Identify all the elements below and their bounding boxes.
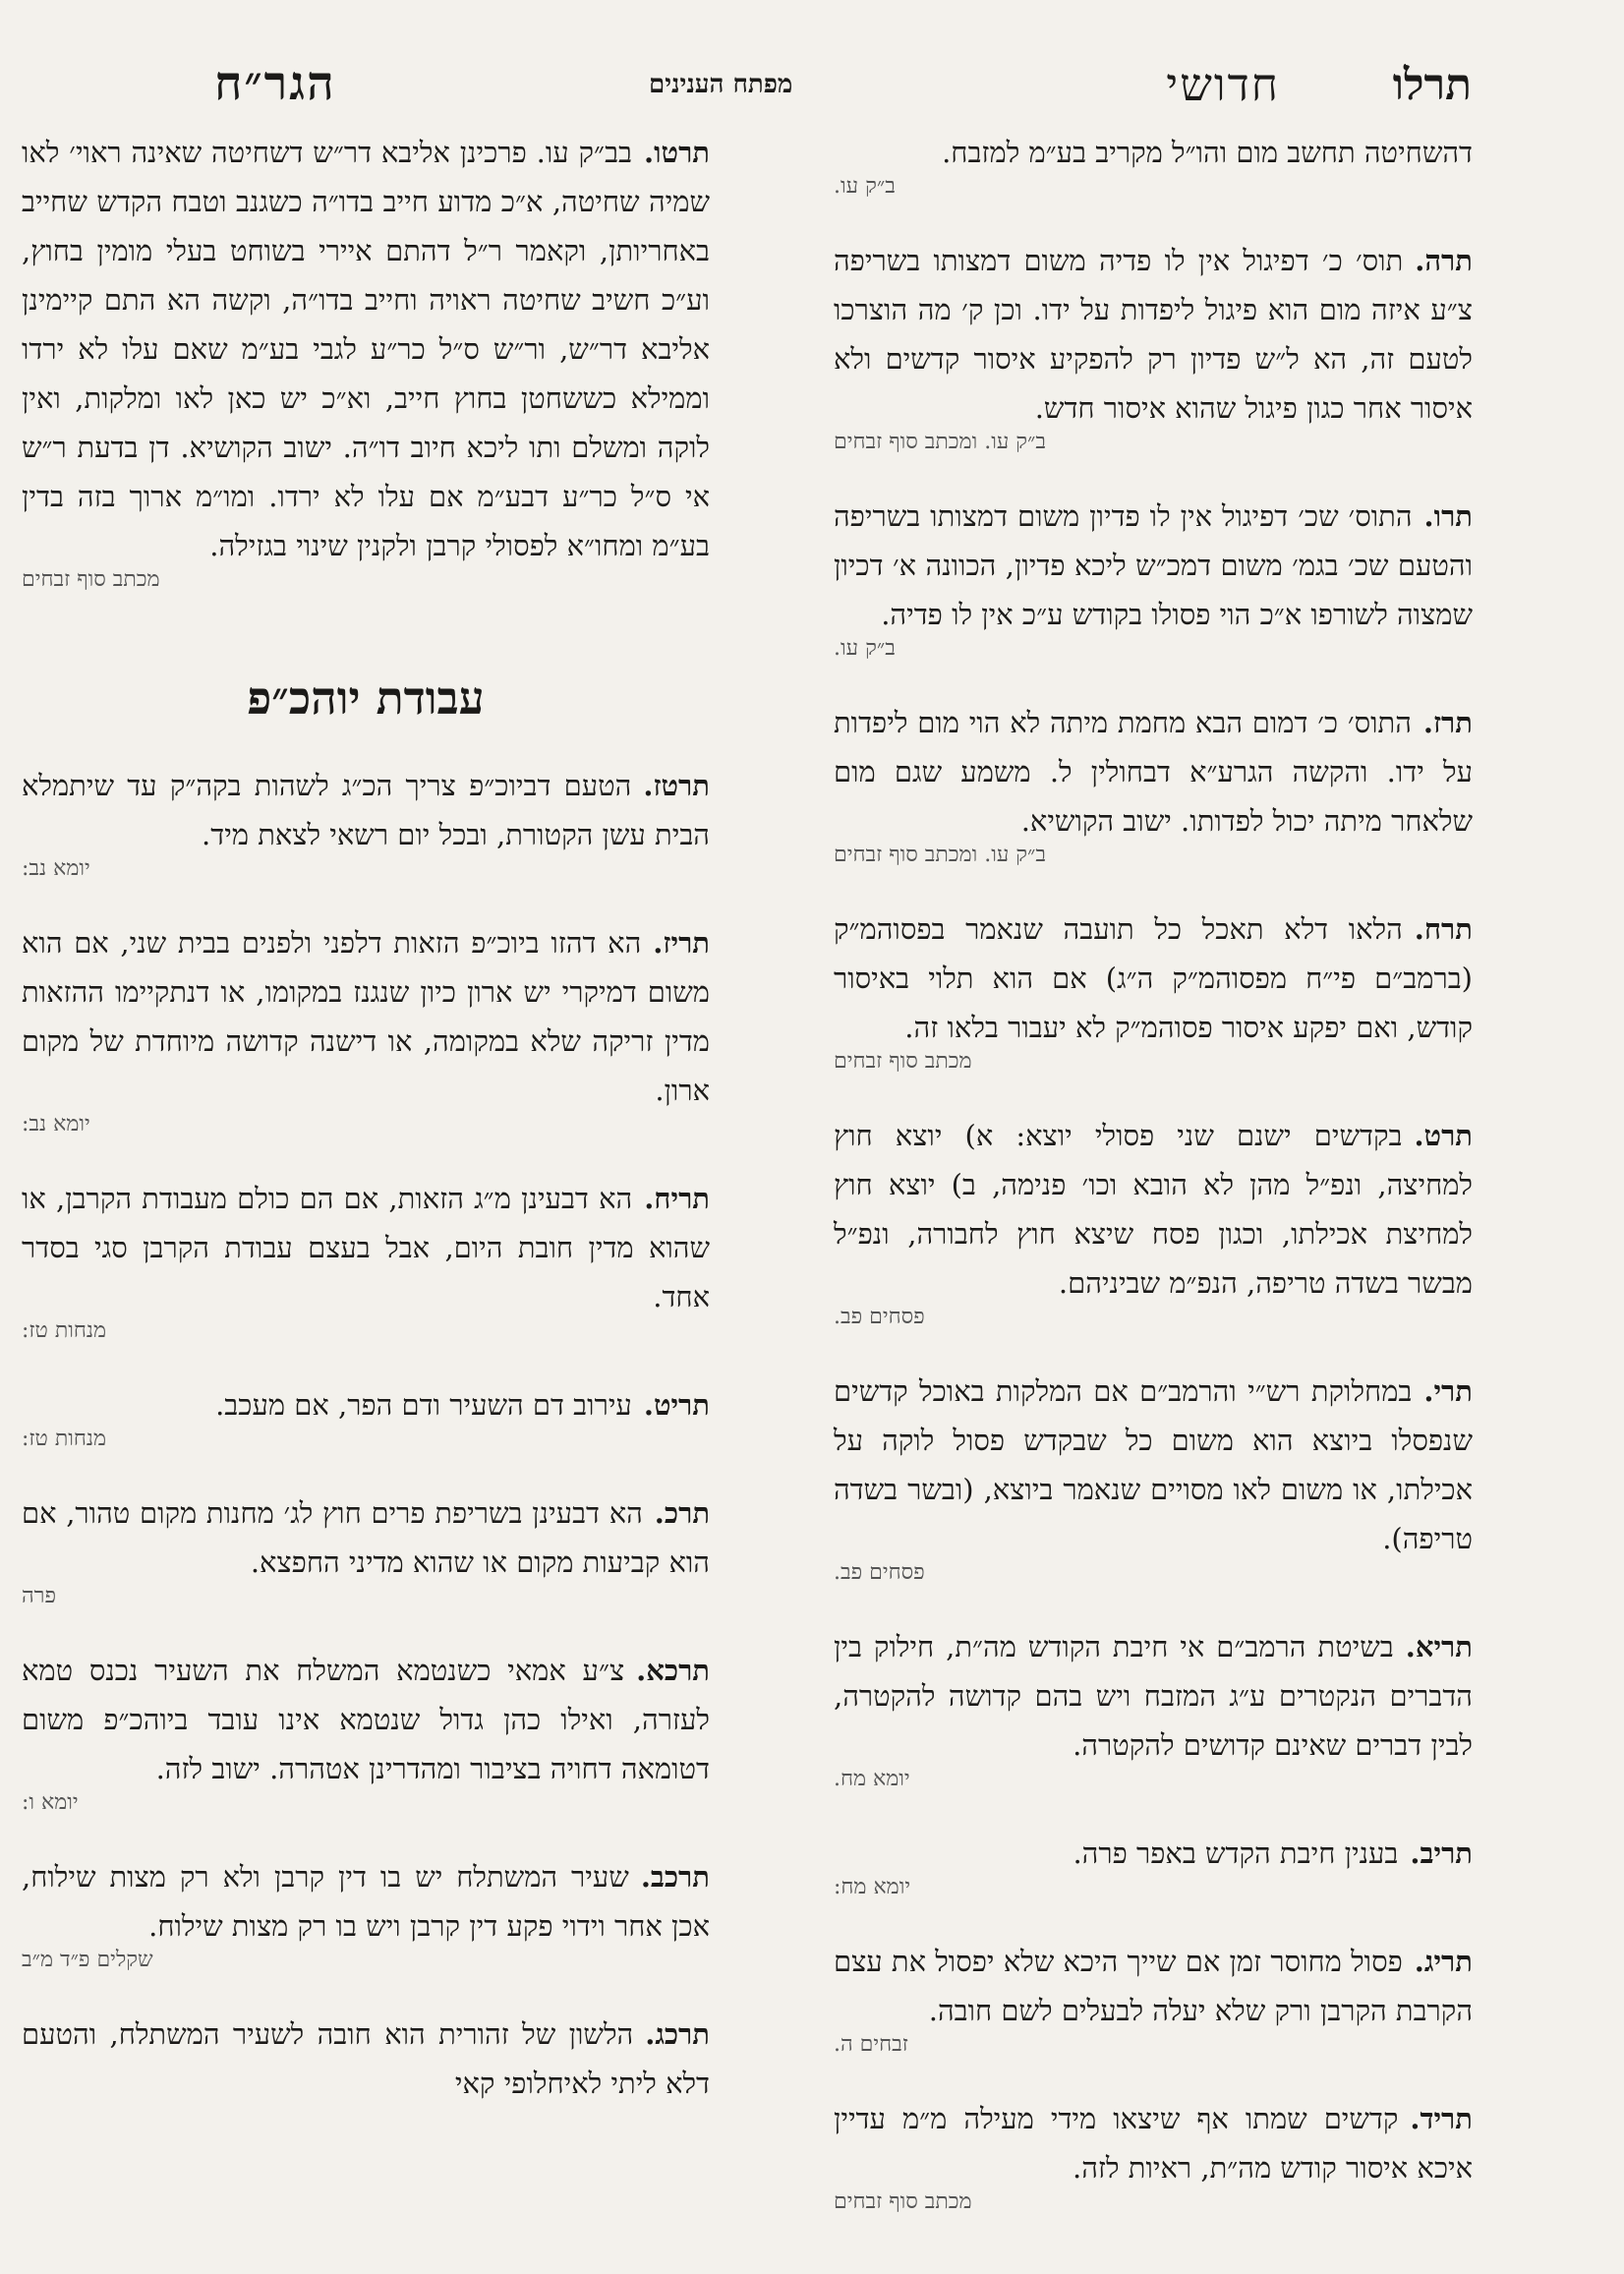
entry-number: תריב. — [1410, 1837, 1473, 1870]
entry-source: ב״ק עו. — [834, 174, 896, 199]
entry — [834, 1829, 1473, 1901]
running-title-right: חדושי — [1166, 58, 1280, 111]
entry — [834, 1367, 1473, 1587]
entry-source: זבחים ה. — [834, 2032, 908, 2057]
entry-text: פסול מחוסר זמן אם שייך היכא שלא יפסול את עצם הקרבת הקרבן ורק שלא יעלה לבעלים לשם חובה. — [834, 1945, 1473, 2027]
entry — [22, 1174, 710, 1345]
entry-text: התוס׳ שכ׳ דפיגול אין לו פדיון משום דמצותו בשריפה והטעם שכ׳ בגמ׳ משום דמכ״ש ליכא פדיון, הכוונה א׳ דכיון שמצוה לשורפו א״כ הוי פסולו בקודש ע״כ אין לו פדיה. — [834, 499, 1473, 631]
entry — [834, 1111, 1473, 1331]
entry — [834, 1937, 1473, 2059]
entry — [834, 492, 1473, 663]
entry-text: הא דבעינן בשריפת פרים חוץ לג׳ מחנות מקום טהור, אם הוא קביעות מקום או שהוא מדיני החפצא. — [22, 1496, 710, 1579]
entry-number: תריד. — [1410, 2102, 1473, 2135]
page-number: תרלו — [1392, 60, 1472, 110]
entry-source: ב״ק עו. ומכתב סוף זבחים — [834, 843, 1047, 867]
entry-source: מכתב סוף זבחים — [834, 2189, 972, 2214]
entry-number: תרטו. — [644, 136, 710, 169]
entry-text: תוס׳ כ׳ דפיגול אין לו פדיה משום דמצותו בשריפה צ״ע איזה מום הוא פיגול ליפדות על ידו. וכן ק׳ מה הוצרכו לטעם זה, הא ל״ש פדיון רק להפקיע איסור קדשים ולא איסור אחר כגון פיגול שהוא איסור חדש. — [834, 244, 1473, 425]
entry-text: בב״ק עו. פרכינן אליבא דר״ש דשחיטה שאינה ראוי׳ לאו שמיה שחיטה, א״כ מדוע חייב בדו״ה כשגנב וטבח הקדש שחייב באחריותן, וקאמר ר״ל דהתם איירי בשוחט בעלי מומין בחוץ, וע״כ חשיב שחיטה ראויה וחייב בדו״ה, וקשה הא התם קיימינן אליבא דר״ש, ור״ש ס״ל כר״ע לגבי בע״מ שאם עלו לא ירדו וממילא כששחטן בחוץ חייב, וא״כ יש כאן לאו ומלקות, ואין לוקה ומשלם ותו ליכא חיוב דו״ה. ישוב הקושיא. דן בדעת ר״ש אי ס״ל כר״ע דבע״מ אם עלו לא ירדו. ומו״מ ארוך בזה בדין בע״מ ומחו״א לפסולי קרבן ולקנין שינוי בגזילה. — [22, 136, 710, 562]
entry-number: תריט. — [643, 1388, 710, 1422]
entry-source: מנחות טז: — [22, 1318, 107, 1343]
entry — [834, 1622, 1473, 1793]
entry-number: תרי. — [1423, 1374, 1473, 1408]
entry-source: ב״ק עו. ומכתב סוף זבחים — [834, 430, 1047, 454]
entry-text: עירוב דם השעיר ודם הפר, אם מעכב. — [215, 1388, 632, 1422]
entry — [22, 128, 710, 594]
entry-text: במחלוקת רש״י והרמב״ם אם המלקות באוכל קדשים שנפסלו ביוצא הוא משום כל שבקדש פסול לוקה על אכילתו, או משום לאו מסויים שנאמר ביוצא, (ובשר בשדה טריפה). — [834, 1374, 1473, 1555]
entry — [22, 1380, 710, 1453]
entry-number: תרה. — [1415, 244, 1473, 277]
entry-source: מכתב סוף זבחים — [22, 567, 160, 592]
running-title-center: מפתח הענינים — [649, 70, 793, 99]
entry — [22, 1646, 710, 1817]
entry-number: תרט. — [1414, 1119, 1473, 1152]
entry-number: תרז. — [1422, 706, 1473, 739]
entry-number: תריג. — [1414, 1945, 1473, 1978]
entry-source: פסחים פב. — [834, 1560, 925, 1585]
entry — [22, 1488, 710, 1610]
running-title-left: הגר״ח — [214, 56, 336, 111]
entry-text: הלאו דלא תאכל כל תועבה שנאמר בפסוהמ״ק (ברמב״ם פי״ח מפסוהמ״ק ה״ג) אם הוא תלוי באיסור קודש, ואם יפקע איסור פסוהמ״ק לא יעבור בלאו זה. — [834, 912, 1473, 1044]
entry-number: תרח. — [1414, 912, 1473, 946]
entry-text: בענין חיבת הקדש באפר פרה. — [1073, 1837, 1399, 1870]
entry-source: מכתב סוף זבחים — [834, 1049, 972, 1074]
entry-number: תרו. — [1423, 499, 1473, 533]
entry-source: יומא מח. — [834, 1767, 910, 1791]
entry-text: התוס׳ כ׳ דמום הבא מחמת מיתה לא הוי מום ליפדות על ידו. והקשה הגרע״א דבחולין ל. משמע שגם מום שלאחר מיתה יכול לפדותו. ישוב הקושיא. — [834, 706, 1473, 838]
entry-text: הטעם דביוכ״פ צריך הכ״ג לשהות בקה״ק עד שיתמלא הבית עשן הקטורת, ובכל יום רשאי לצאת מיד. — [22, 769, 710, 851]
entry-number: תרכ. — [654, 1496, 710, 1530]
entry-text: בשיטת הרמב״ם אי חיבת הקודש מה״ת, חילוק בין הדברים הנקטרים ע״ג המזבח ויש בהם קדושה להקטרה, לבין דברים שאינם קדושים להקטרה. — [834, 1630, 1473, 1762]
entry — [834, 698, 1473, 869]
entry-source: יומא מח: — [834, 1875, 911, 1899]
entry-number: תריא. — [1405, 1630, 1473, 1663]
entry-number: תרכג. — [645, 2017, 710, 2051]
entry — [834, 128, 1473, 201]
entry-number: תרטז. — [643, 769, 710, 802]
entry-text: הא דבעינן מ״ג הזאות, אם הם כולם מעבודת הקרבן, או שהוא מדין חובת היום, אבל בעצם עבודת הקרבן סגי בסדר אחד. — [22, 1182, 710, 1313]
entry-text: שעיר המשתלח יש בו דין קרבן ולא רק מצות שילוח, אכן אחר וידוי פקע דין קרבן ויש בו רק מצות שילוח. — [22, 1860, 710, 1943]
entry-source: פרה — [22, 1584, 56, 1608]
page-header — [0, 54, 1624, 123]
entry-number: תריח. — [644, 1182, 710, 1215]
entry-number: תריז. — [653, 926, 710, 960]
entry-number: תרכא. — [636, 1654, 710, 1687]
entry-text: הא דהזו ביוכ״פ הזאות דלפני ולפנים בבית שני, אם הוא משום דמיקרי יש ארון כיון שנגנז במקומו, או דנתקיימו ההזאות מדין זריקה שלא במקומה, או דישנה קדושה מיוחדת של מקום ארון. — [22, 926, 710, 1107]
entry — [22, 761, 710, 883]
entry-source: פסחים פב. — [834, 1305, 925, 1329]
entry — [834, 236, 1473, 456]
entry — [22, 2010, 710, 2108]
entry-text: צ״ע אמאי כשנטמא המשלח את השעיר נכנס טמא לעזרה, ואילו כהן גדול שנטמא אינו עובד ביוהכ״פ משום דטומאה דחויה בציבור ומהדרינן אטהרה. ישוב לזה. — [22, 1654, 710, 1785]
entry — [22, 1852, 710, 1974]
entry-source: שקלים פ״ד מ״ב — [22, 1948, 153, 1972]
entry-text: בקדשים ישנם שני פסולי יוצא: א) יוצא חוץ למחיצה, ונפ״ל מהן לא הובא וכו׳ פנימה, ב) יוצא חוץ למחיצת אכילתו, וכגון פסח שיצא חוץ לחבורה, ונפ״ל מבשר בשדה טריפה, הנפ״מ שביניהם. — [834, 1119, 1473, 1300]
section-heading: עבודת יוהכ״פ — [247, 671, 485, 725]
entry-text: הלשון של זהורית הוא חובה לשעיר המשתלח, והטעם דלא ליתי לאיחלופי קאי — [22, 2017, 710, 2100]
entry — [834, 2094, 1473, 2216]
entry-number: תרכב. — [640, 1860, 710, 1894]
entry-text: קדשים שמתו אף שיצאו מידי מעילה מ״מ עדיין איכא איסור קודש מה״ת, ראיות לזה. — [834, 2102, 1473, 2185]
entry-source: יומא ו: — [22, 1790, 79, 1815]
entry-source: מנחות טז: — [22, 1427, 107, 1451]
entry-source: יומא נב: — [22, 1112, 90, 1137]
entry-source: יומא נב: — [22, 856, 90, 881]
left-column — [22, 128, 710, 2143]
entry — [834, 904, 1473, 1076]
entry-source: ב״ק עו. — [834, 636, 896, 661]
entry — [22, 918, 710, 1138]
right-column — [834, 128, 1473, 2251]
entry-text: דהשחיטה תחשב מום והו״ל מקריב בע״מ למזבח. — [942, 136, 1473, 169]
